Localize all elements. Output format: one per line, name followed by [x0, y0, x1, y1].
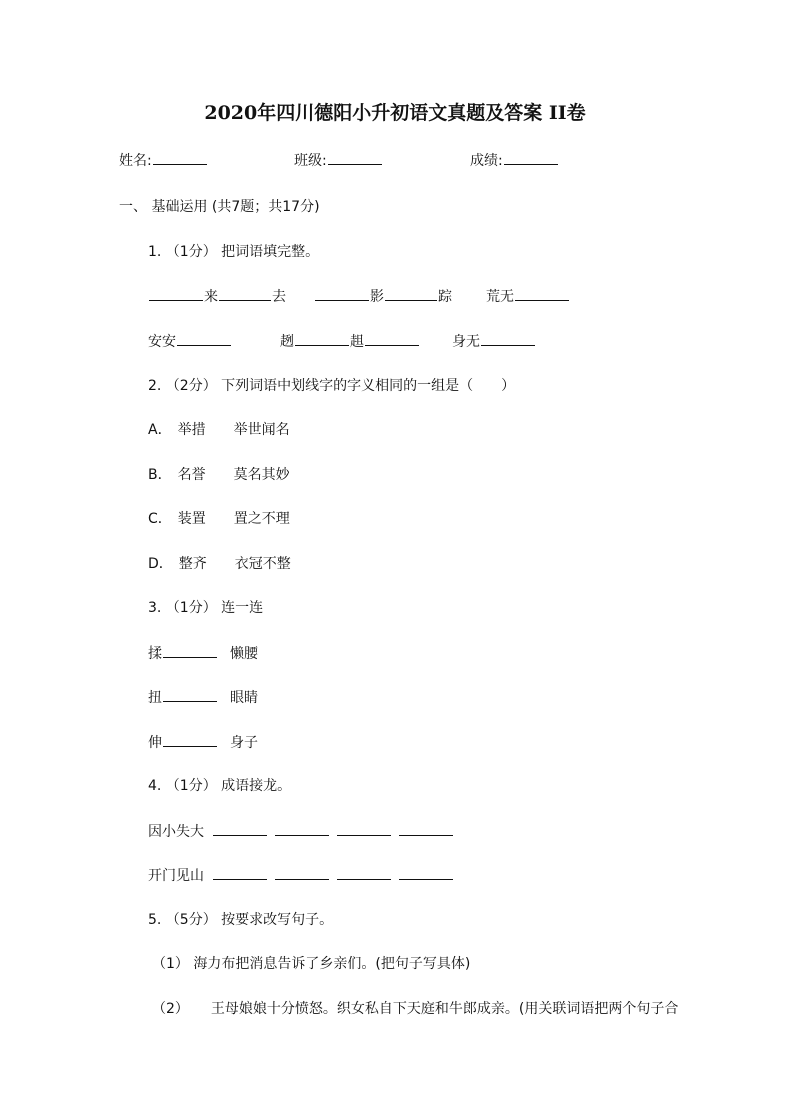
idiom-blank[interactable] [213, 821, 267, 836]
option-word-2: 举世闻名 [233, 422, 290, 438]
score-label: 成绩: [470, 153, 503, 169]
idiom-blank[interactable] [275, 865, 329, 880]
option-word-1: 名誉 [177, 467, 206, 483]
option-a[interactable] [148, 420, 290, 440]
score-blank[interactable] [504, 150, 558, 165]
match-right: 身子 [230, 735, 258, 751]
option-letter: A． [148, 422, 172, 438]
question-5-stem: 5. （5分） 按要求改写句子。 [148, 912, 334, 928]
match-left: 伸 [148, 735, 162, 751]
fill-blank[interactable] [481, 331, 535, 346]
word-part: 趄 [350, 334, 364, 350]
option-word-2: 莫名其妙 [233, 467, 290, 483]
match-left: 扭 [148, 690, 162, 706]
match-right: 眼睛 [230, 690, 258, 706]
match-blank[interactable] [163, 732, 217, 747]
match-blank[interactable] [163, 687, 217, 702]
match-blank[interactable] [163, 643, 217, 658]
match-row [148, 732, 258, 753]
sub-number: （2） [152, 1001, 189, 1017]
section-heading: 一、 基础运用 (共7题；共17分) [119, 199, 320, 215]
match-row [148, 687, 258, 708]
page-title: 2020年四川德阳小升初语文真题及答案 II卷 [204, 102, 586, 124]
question-5-sub-1: （1） 海力布把消息告诉了乡亲们。(把句子写具体) [152, 956, 471, 972]
question-3-stem: 3. （1分） 连一连 [148, 600, 264, 616]
word-part: 安安 [148, 334, 176, 350]
option-b[interactable] [148, 465, 290, 485]
fill-blank[interactable] [515, 286, 569, 301]
word-part: 荒无 [486, 289, 514, 305]
match-row [148, 643, 258, 664]
question-2-stem: 2. （2分） 下列词语中划线字的字义相同的一组是（ ） [148, 378, 516, 394]
word-part: 去 [272, 289, 286, 305]
score-field [470, 150, 559, 171]
question-1-row-1 [148, 286, 570, 307]
match-left: 揉 [148, 646, 162, 662]
option-letter: B． [148, 467, 172, 483]
idiom-start: 开门见山 [148, 868, 204, 884]
option-word-1: 举措 [177, 422, 206, 438]
class-field [294, 150, 383, 171]
fill-blank[interactable] [219, 286, 271, 301]
name-field [119, 150, 208, 171]
class-label: 班级: [294, 153, 327, 169]
option-word-1: 装置 [177, 511, 206, 527]
idiom-blank[interactable] [213, 865, 267, 880]
option-letter: C． [148, 511, 172, 527]
idiom-blank[interactable] [275, 821, 329, 836]
fill-blank[interactable] [365, 331, 419, 346]
question-5-sub-2 [152, 999, 678, 1019]
option-d[interactable] [148, 554, 291, 574]
fill-blank[interactable] [315, 286, 369, 301]
option-word-1: 整齐 [178, 556, 207, 572]
question-4-stem: 4. （1分） 成语接龙。 [148, 778, 292, 794]
name-blank[interactable] [153, 150, 207, 165]
sub-text: 王母娘娘十分愤怒。织女私自下天庭和牛郎成亲。(用关联词语把两个句子合 [210, 1001, 679, 1017]
word-part: 趔 [280, 334, 294, 350]
word-part: 来 [204, 289, 218, 305]
class-blank[interactable] [328, 150, 382, 165]
word-part: 身无 [452, 334, 480, 350]
match-right: 懒腰 [230, 646, 258, 662]
word-part: 踪 [438, 289, 452, 305]
idiom-blank[interactable] [337, 865, 391, 880]
fill-blank[interactable] [385, 286, 437, 301]
idiom-chain-row [148, 821, 454, 842]
idiom-chain-row [148, 865, 454, 886]
word-part: 影 [370, 289, 384, 305]
idiom-blank[interactable] [399, 865, 453, 880]
option-word-2: 置之不理 [233, 511, 290, 527]
name-label: 姓名: [119, 153, 152, 169]
option-letter: D． [148, 556, 173, 572]
idiom-start: 因小失大 [148, 824, 204, 840]
option-word-2: 衣冠不整 [234, 556, 291, 572]
idiom-blank[interactable] [399, 821, 453, 836]
fill-blank[interactable] [295, 331, 349, 346]
option-c[interactable] [148, 509, 290, 529]
idiom-blank[interactable] [337, 821, 391, 836]
fill-blank[interactable] [149, 286, 203, 301]
question-1-stem: 1. （1分） 把词语填完整。 [148, 244, 320, 260]
fill-blank[interactable] [177, 331, 231, 346]
question-1-row-2 [148, 331, 536, 352]
